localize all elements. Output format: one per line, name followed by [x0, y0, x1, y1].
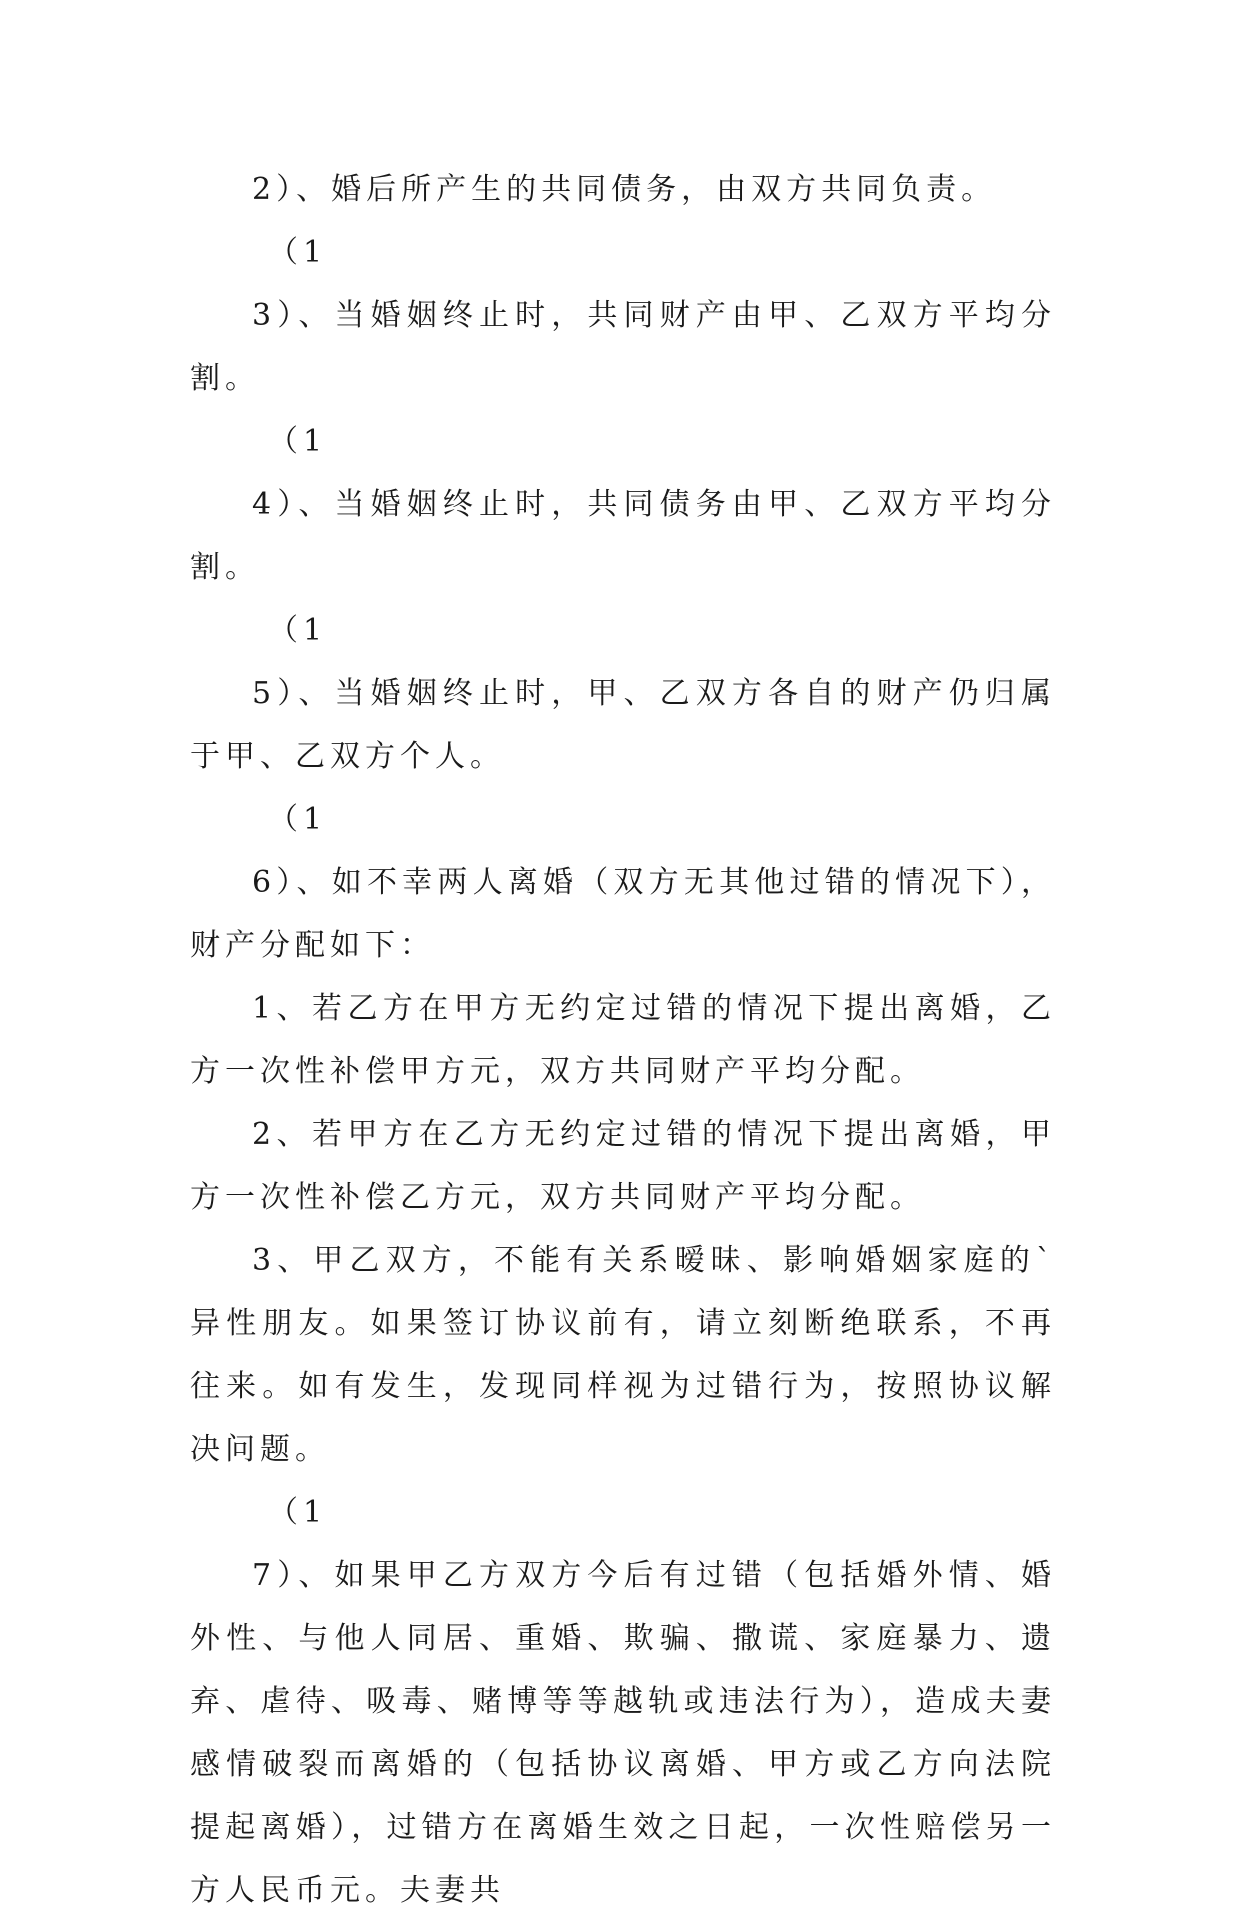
clause-paragraph: 1、若乙方在甲方无约定过错的情况下提出离婚，乙方一次性补偿甲方元，双方共同财产平均分配。 [190, 991, 1056, 1089]
clause-fragment: （1 [268, 1495, 328, 1530]
clause-fragment: （1 [268, 802, 328, 837]
clause-paragraph: 3、甲乙双方，不能有关系暧昧、影响婚姻家庭的`异性朋友。如果签订协议前有，请立刻断绝联系，不再往来。如有发生，发现同样视为过错行为，按照协议解决问题。 [190, 1243, 1056, 1467]
clause-paragraph: 4）、当婚姻终止时，共同债务由甲、乙双方平均分割。 [190, 487, 1056, 585]
clause-paragraph: 3）、当婚姻终止时，共同财产由甲、乙双方平均分割。 [190, 298, 1056, 396]
clause-fragment: （1 [268, 235, 328, 270]
clause-paragraph: 5）、当婚姻终止时，甲、乙双方各自的财产仍归属于甲、乙双方个人。 [190, 676, 1056, 774]
clause-paragraph: 2）、婚后所产生的共同债务，由双方共同负责。 [252, 172, 997, 207]
clause-fragment: （1 [268, 613, 328, 648]
clause-paragraph: 7）、如果甲乙方双方今后有过错（包括婚外情、婚外性、与他人同居、重婚、欺骗、撒谎、家庭暴力、遗弃、虐待、吸毒、赌博等等越轨或违法行为），造成夫妻感情破裂而离婚的（包括协议离婚、甲方或乙方向法院提起离婚），过错方在离婚生效之日起，一次性赔偿另一方人民币元。夫妻共 [190, 1558, 1056, 1908]
document-body [190, 158, 1056, 1922]
clause-fragment: （1 [268, 424, 328, 459]
clause-paragraph: 2、若甲方在乙方无约定过错的情况下提出离婚，甲方一次性补偿乙方元，双方共同财产平均分配。 [190, 1117, 1056, 1215]
clause-paragraph: 6）、如不幸两人离婚（双方无其他过错的情况下），财产分配如下： [190, 865, 1056, 963]
